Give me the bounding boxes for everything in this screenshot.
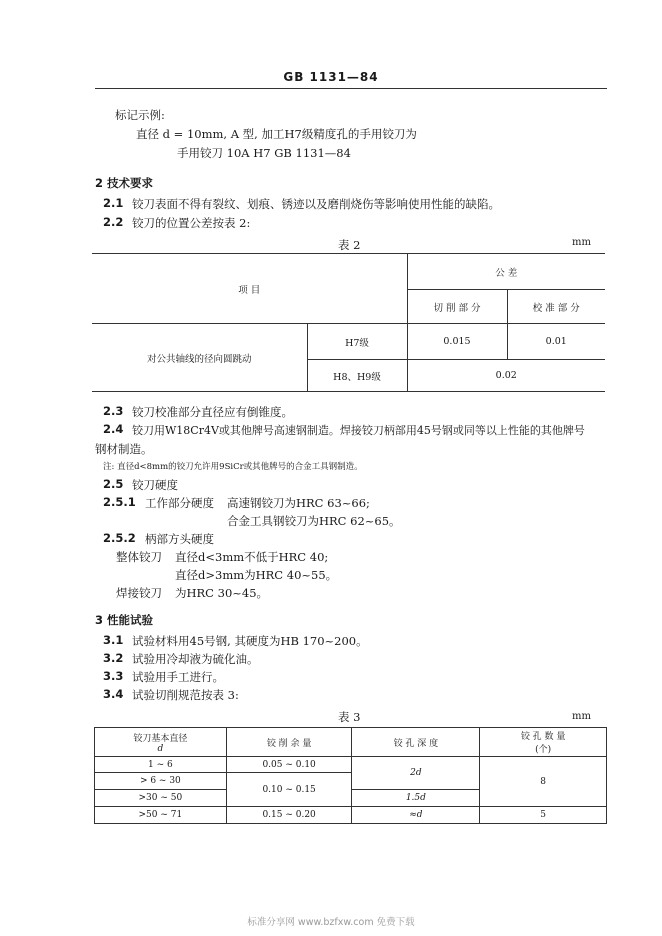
table-cell: ≈d <box>352 807 480 824</box>
table-header-unit: (个) <box>535 745 552 755</box>
section-num: 2.3 <box>103 404 124 418</box>
section-num: 2.1 <box>103 196 124 210</box>
table-cell: 0.10 ~ 0.15 <box>226 773 352 807</box>
table-cell: 校 准 部 分 <box>507 290 605 324</box>
table-header-text: 铰 孔 数 量 <box>520 732 566 742</box>
section-text: 试验用冷却液为硫化油。 <box>132 652 259 666</box>
table-cell: 0.05 ~ 0.10 <box>226 757 352 773</box>
table-header-text: 铰刀基本直径 <box>133 733 188 744</box>
section-text: 铰刀的位置公差按表 2: <box>132 216 251 230</box>
section-text: 直径d<3mm不低于HRC 40; <box>175 550 329 564</box>
table-header-cell: 铰 削 余 量 <box>226 728 352 757</box>
header-rule <box>95 88 607 89</box>
page-header: GB 1131—84 <box>283 70 379 84</box>
table-cell: 1.5d <box>352 790 480 807</box>
table-cell: > 6 ~ 30 <box>95 773 227 790</box>
section-text: 整体铰刀 <box>116 550 162 564</box>
marking-title: 标记示例: <box>115 108 165 122</box>
section-num: 2.5.2 <box>103 531 136 545</box>
section-text: 工作部分硬度 <box>145 496 214 510</box>
table-cell: H7级 <box>307 324 407 360</box>
table-cell: H8、H9级 <box>307 360 407 392</box>
section-num: 3.3 <box>103 669 124 683</box>
table-3-caption: 表 3 <box>338 710 361 724</box>
table-cell: 对公共轴线的径向圆跳动 <box>92 324 307 392</box>
table-cell: 切 削 部 分 <box>407 290 507 324</box>
table-cell: 公 差 <box>407 254 605 290</box>
table-cell: 1 ~ 6 <box>95 757 227 773</box>
table-cell: >30 ~ 50 <box>95 790 227 807</box>
section-text: 焊接铰刀 <box>116 586 162 600</box>
table-header-cell <box>95 728 227 757</box>
table-cell: 2d <box>352 757 480 790</box>
section-num: 2.5.1 <box>103 495 136 509</box>
section-text: 试验切削规范按表 3: <box>132 688 239 702</box>
table-cell: 项 目 <box>92 254 407 324</box>
footer-watermark: 标准分享网 www.bzfxw.com 免费下载 <box>247 917 415 928</box>
section-text: 铰刀表面不得有裂纹、划痕、锈迹以及磨削烧伤等影响使用性能的缺陷。 <box>132 197 500 211</box>
table-cell: 0.15 ~ 0.20 <box>226 807 352 824</box>
section-text: 柄部方头硬度 <box>145 532 214 546</box>
section-text: 铰刀硬度 <box>132 478 178 492</box>
marking-line-2: 手用铰刀 10A H7 GB 1131—84 <box>177 146 351 160</box>
section-text: 试验用手工进行。 <box>132 670 224 684</box>
table-header-cell: 铰 孔 深 度 <box>352 728 480 757</box>
note: 注: 直径d<8mm的铰刀允许用9SiCr或其他牌号的合金工具钢制造。 <box>103 462 363 472</box>
table-cell: 0.02 <box>407 360 605 392</box>
section-num: 2.2 <box>103 215 124 229</box>
section-2-title: 2 技术要求 <box>95 176 154 190</box>
section-num: 2.4 <box>103 422 124 436</box>
table-2-unit: mm <box>572 237 591 248</box>
table-cell: 0.015 <box>407 324 507 360</box>
section-text: 合金工具钢铰刀为HRC 62~65。 <box>227 514 401 528</box>
section-text: 铰刀用W18Cr4V或其他牌号高速钢制造。焊接铰刀柄部用45号钢或同等以上性能的其他牌号 <box>132 424 585 437</box>
marking-line-1: 直径 d = 10mm, A 型, 加工H7级精度孔的手用铰刀为 <box>136 127 417 141</box>
section-num: 3.1 <box>103 633 124 647</box>
section-num: 3.4 <box>103 687 124 701</box>
section-text: 试验材料用45号钢, 其硬度为HB 170~200。 <box>132 634 368 648</box>
section-num: 2.5 <box>103 477 124 491</box>
section-num: 3.2 <box>103 651 124 665</box>
table-header-symbol: d <box>157 743 164 754</box>
table-2-caption: 表 2 <box>338 238 361 252</box>
section-text: 钢材制造。 <box>95 442 153 456</box>
section-text: 高速钢铰刀为HRC 63~66; <box>227 496 370 510</box>
section-text: 为HRC 30~45。 <box>175 586 269 600</box>
table-3 <box>94 727 607 824</box>
table-header-cell <box>480 728 607 757</box>
section-text: 铰刀校准部分直径应有倒锥度。 <box>132 405 293 419</box>
table-cell: 8 <box>480 757 607 807</box>
table-cell: 0.01 <box>507 324 605 360</box>
table-3-unit: mm <box>572 711 591 722</box>
section-text: 直径d>3mm为HRC 40~55。 <box>175 568 338 582</box>
section-3-title: 3 性能试验 <box>95 613 154 627</box>
table-2 <box>92 253 605 392</box>
table-cell: >50 ~ 71 <box>95 807 227 824</box>
table-cell: 5 <box>480 807 607 824</box>
